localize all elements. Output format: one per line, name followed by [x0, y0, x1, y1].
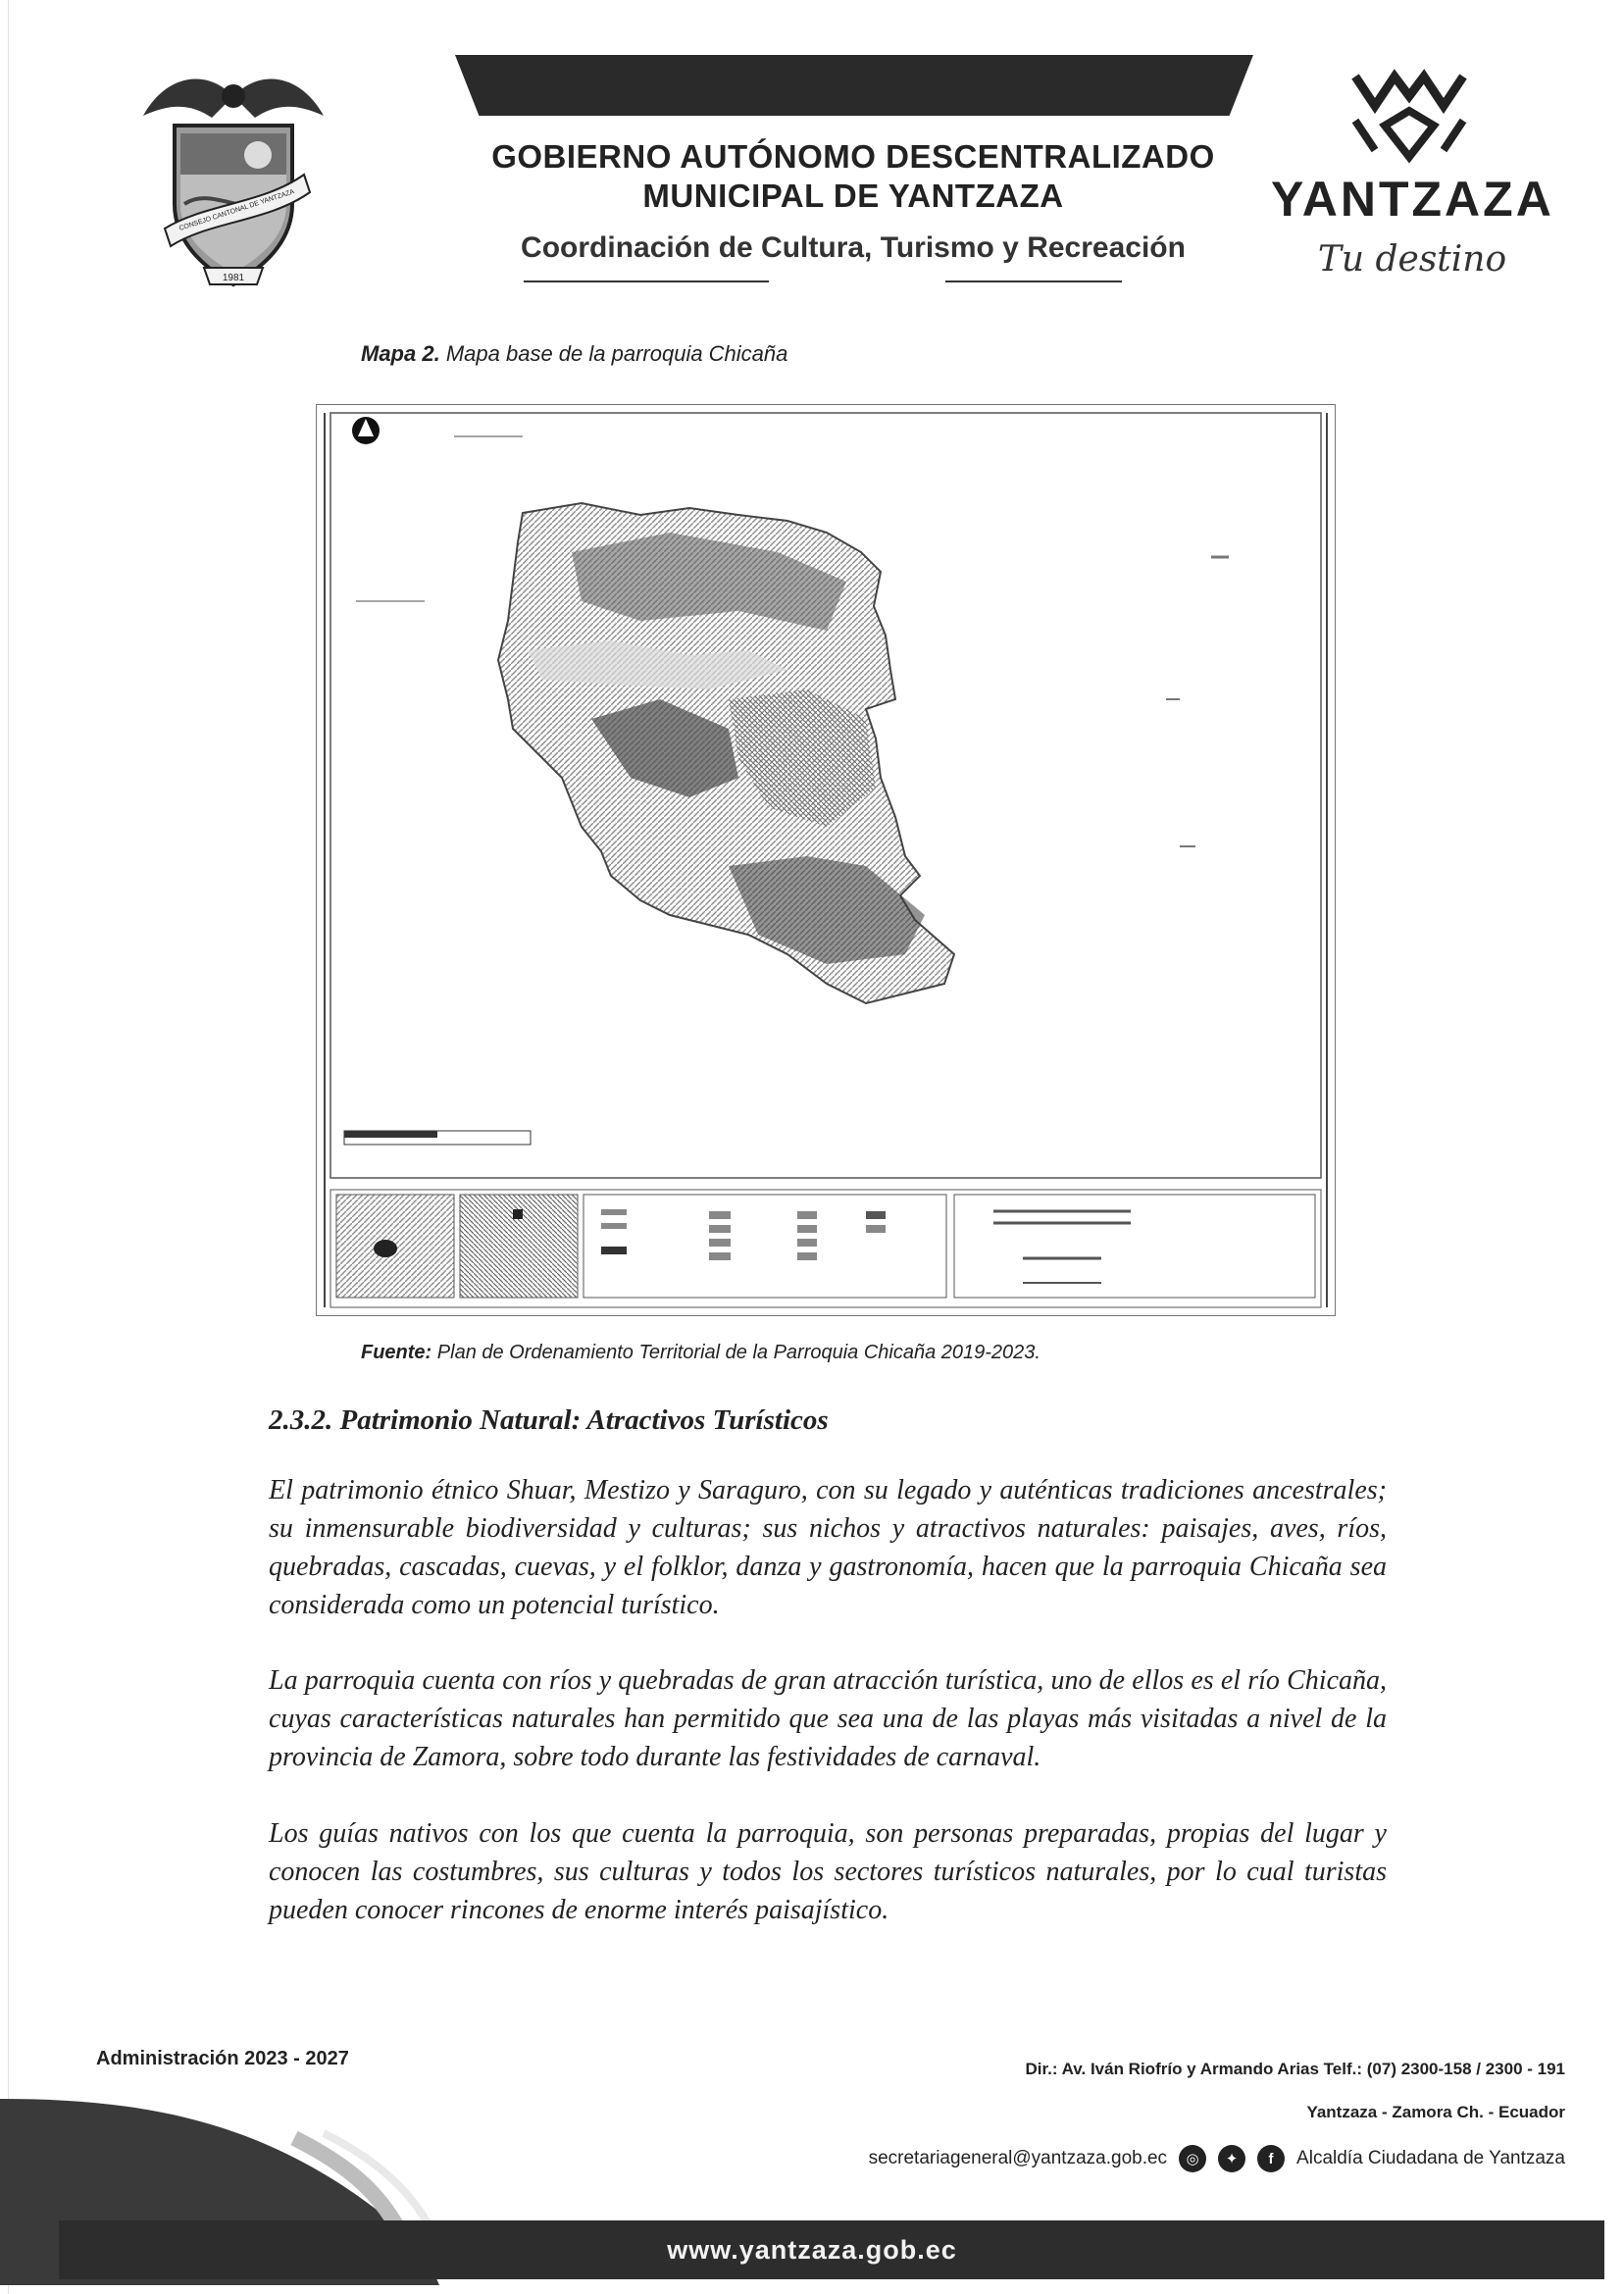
map-caption-label: Mapa 2. — [361, 341, 440, 366]
website-link[interactable]: www.yantzaza.gob.ec — [667, 2235, 957, 2265]
facebook-icon[interactable]: f — [1257, 2145, 1285, 2172]
map-caption-text: Mapa base de la parroquia Chicaña — [445, 341, 788, 366]
parish-base-map — [316, 404, 1336, 1316]
paragraph-1: El patrimonio étnico Shuar, Mestizo y Saraguro, con su legado y auténticas tradiciones ancestrales; su inmensurable biodiversidad y culturas; sus nichos y atractivos naturales: paisajes, aves, ríos, quebradas, cascadas, cuevas, y el folklor, danza y gastronomía, hacen que la parroquia Chicaña sea considerada como un potencial turístico. — [269, 1475, 1387, 1620]
paragraph-2: La parroquia cuenta con ríos y quebradas de gran atracción turística, uno de ellos es el río Chicaña, cuyas características naturales han permitido que sea una de las playas más visitadas a nivel de la provincia de Zamora, sobre todo durante las festividades de carnaval. — [269, 1665, 1387, 1772]
brand-tagline: Tu destino — [1317, 239, 1507, 280]
brand-name: YANTZAZA — [1271, 172, 1554, 227]
municipal-crest-icon — [135, 57, 331, 292]
government-title-line1: GOBIERNO AUTÓNOMO DESCENTRALIZADO — [491, 138, 1215, 175]
map-source — [361, 1342, 1040, 1364]
map-caption — [361, 341, 787, 367]
map-source-label: Fuente: — [361, 1342, 432, 1363]
scan-margin-line — [8, 0, 9, 2294]
footer-contact-row — [869, 2144, 1565, 2173]
administration-period: Administración 2023 - 2027 — [96, 2048, 349, 2069]
paragraph-3: Los guías nativos con los que cuenta la parroquia, son personas preparadas, propias del lugar y conocen las costumbres, sus culturas y todos los sectores turísticos naturales, por lo cual turistas pueden conocer rincones de enorme interés paisajístico. — [269, 1818, 1387, 1925]
twitter-icon[interactable]: ✦ — [1218, 2145, 1245, 2172]
subtitle-underline-right — [945, 280, 1122, 282]
footer-city: Yantzaza - Zamora Ch. - Ecuador — [1306, 2103, 1565, 2121]
social-handle: Alcaldía Ciudadana de Yantzaza — [1296, 2148, 1565, 2168]
section-heading: 2.3.2. Patrimonio Natural: Atractivos Turísticos — [269, 1404, 829, 1436]
parish-map-figure — [317, 405, 1335, 1315]
government-title — [431, 137, 1275, 216]
yantzaza-logo-icon — [1345, 67, 1473, 165]
crest-year: 1981 — [222, 273, 245, 283]
crest-ribbon-text: CONSEJO CANTONAL DE YANTZAZA — [178, 188, 296, 232]
footer-email[interactable]: secretariageneral@yantzaza.gob.ec — [868, 2148, 1168, 2168]
header-dark-band — [455, 55, 1253, 116]
instagram-icon[interactable]: ◎ — [1179, 2145, 1206, 2172]
map-source-text: Plan de Ordenamiento Territorial de la Parroquia Chicaña 2019-2023. — [436, 1342, 1040, 1363]
footer-address: Dir.: Av. Iván Riofrío y Armando Arias Telf.: (07) 2300-158 / 2300 - 191 — [1025, 2060, 1565, 2078]
government-title-line2: MUNICIPAL DE YANTZAZA — [642, 178, 1064, 214]
coordination-subtitle: Coordinación de Cultura, Turismo y Recreación — [521, 231, 1186, 264]
subtitle-underline-left — [524, 280, 769, 282]
